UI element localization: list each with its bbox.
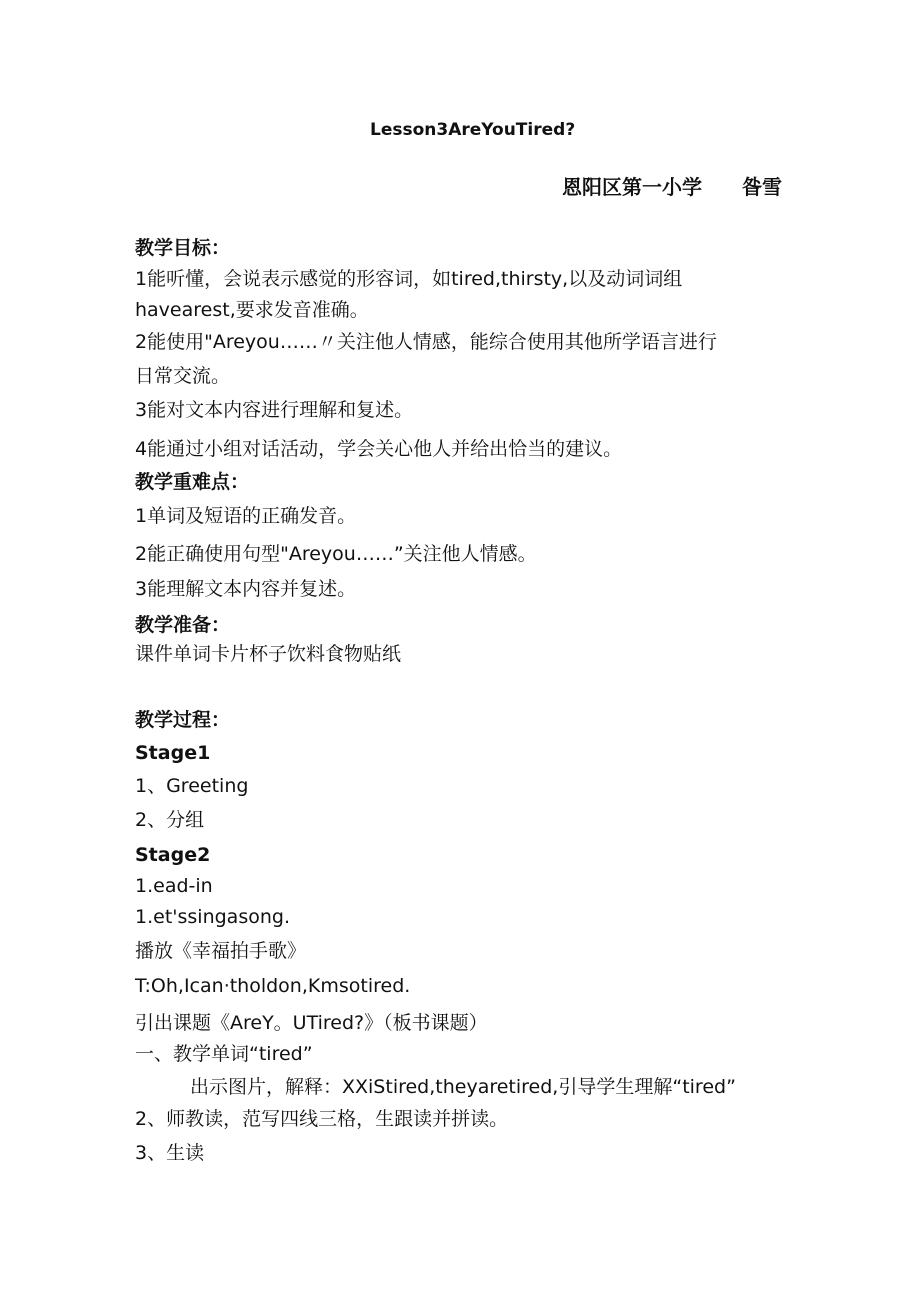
stage2-heading: Stage2 [135,844,211,866]
objective-line: 日常交流。 [135,365,231,387]
stage2-line: 引出课题《AreY。UTired?》（板书课题） [135,1012,488,1034]
key-points-heading: 教学重难点： [135,471,250,493]
objectives-heading: 教学目标： [135,237,231,259]
preparation-heading: 教学准备： [135,614,231,636]
key-point-line: 2能正确使用句型"Areyou……”关注他人情感。 [135,543,537,565]
stage2-line: 2、师教读，范写四线三格，生跟读并拼读。 [135,1108,509,1130]
author-line: 恩阳区第一小学 昝雪 [562,175,782,199]
objective-line: 1能听懂，会说表示感觉的形容词，如tired,thirsty,以及动词词组 [135,268,683,290]
key-point-line: 3能理解文本内容并复述。 [135,578,357,600]
objective-line: 3能对文本内容进行理解和复述。 [135,399,414,421]
stage1-item: 1、Greeting [135,775,249,797]
page-title: Lesson3AreYouTired? [370,120,576,140]
stage1-heading: Stage1 [135,742,211,764]
process-heading: 教学过程： [135,709,231,731]
stage2-line: 1.et'ssingasong. [135,906,290,928]
objective-line: havearest,要求发音准确。 [135,299,369,321]
key-point-line: 1单词及短语的正确发音。 [135,505,357,527]
objective-line: 4能通过小组对话活动，学会关心他人并给出恰当的建议。 [135,438,623,460]
stage2-line: 播放《幸福拍手歌》 [135,940,307,962]
stage2-line: 3、生读 [135,1142,205,1164]
objective-line: 2能使用"Areyou……〃关注他人情感，能综合使用其他所学语言进行 [135,331,717,353]
stage2-line: 出示图片，解释：XXiStired,theyaretired,引导学生理解“tired” [190,1076,736,1098]
stage2-line: 一、教学单词“tired” [135,1043,313,1065]
preparation-line: 课件单词卡片杯子饮料食物贴纸 [135,643,402,665]
stage2-line: 1.ead-in [135,875,213,897]
stage2-line: T:Oh,Ican·tholdon,Kmsotired. [135,975,411,997]
stage1-item: 2、分组 [135,809,205,831]
